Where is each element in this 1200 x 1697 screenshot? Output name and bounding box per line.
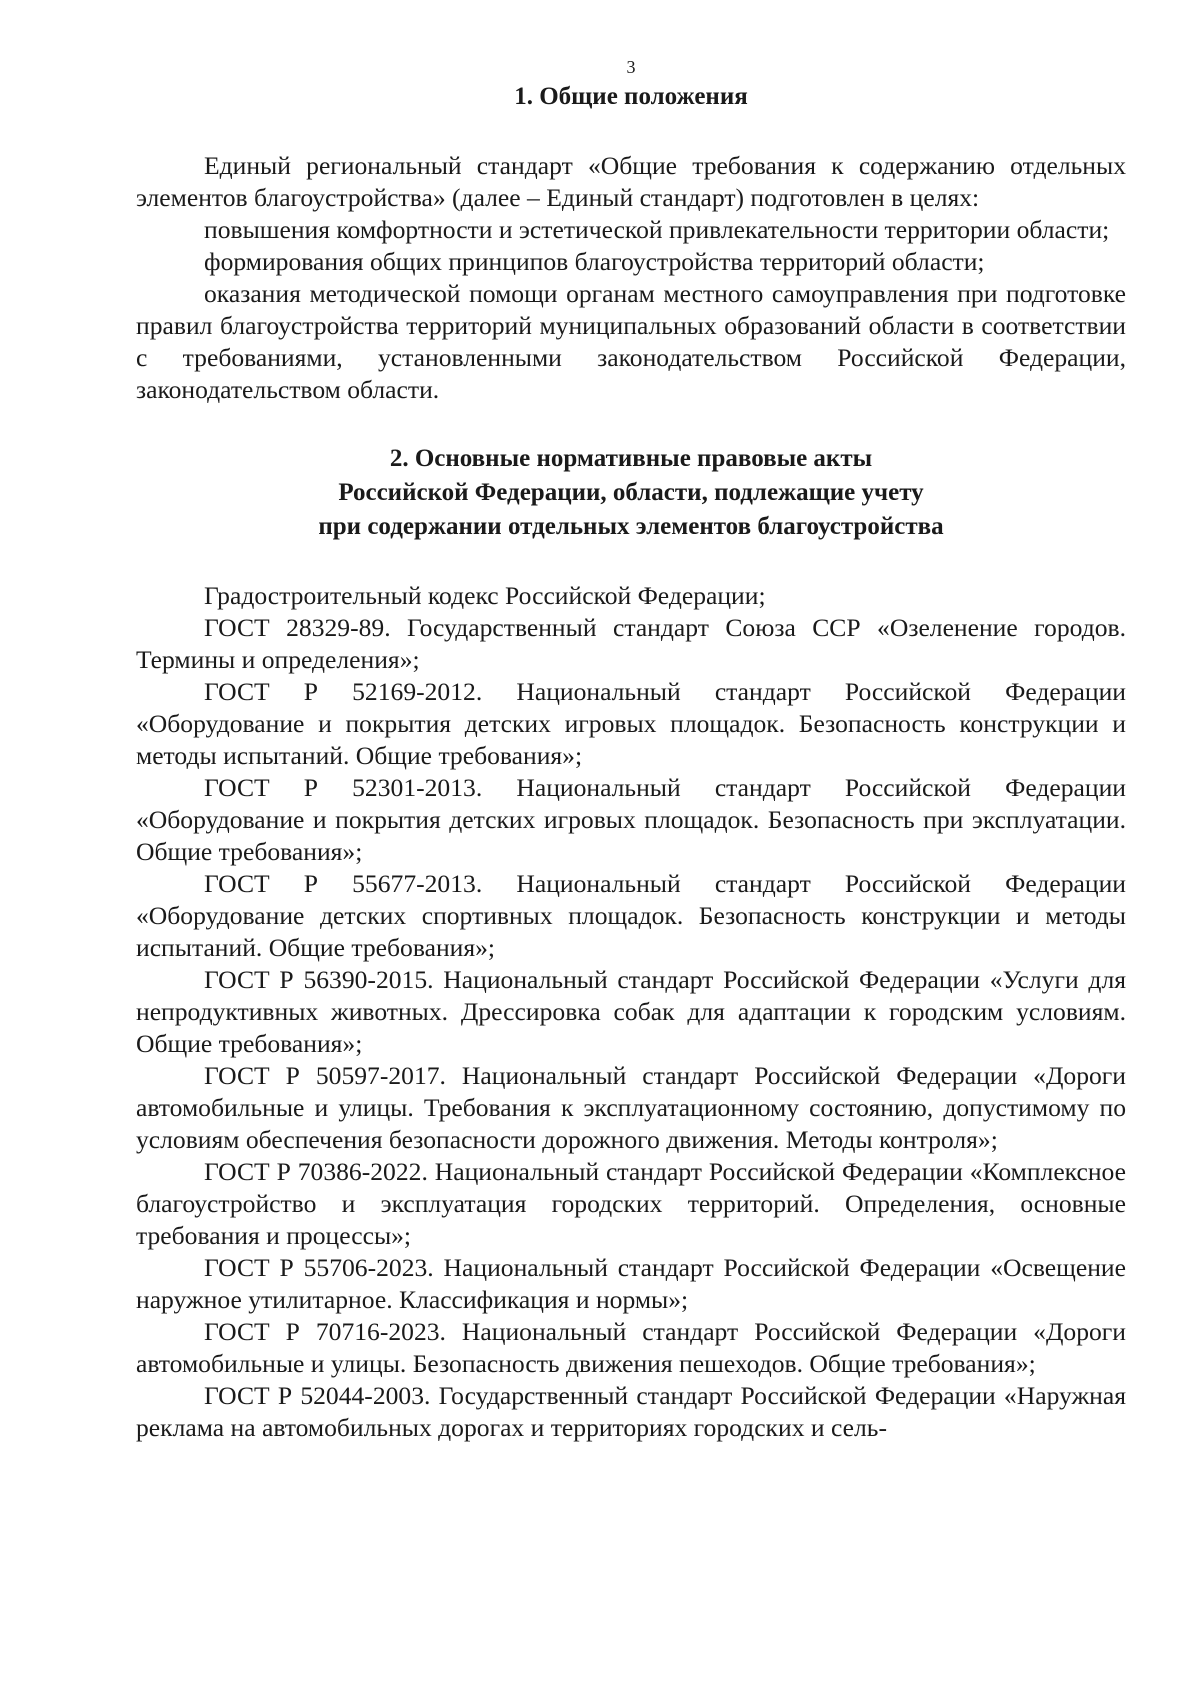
- list-item-gost-55706: ГОСТ Р 55706-2023. Национальный стандарт Российской Федерации «Освещение наружное утилитарное. Классификация и нормы»;: [136, 1253, 1126, 1314]
- section-2-title: [136, 442, 1126, 544]
- section-2-title-line-2: Российской Федерации, области, подлежащие учету: [338, 479, 924, 506]
- list-item-gost-70716: ГОСТ Р 70716-2023. Национальный стандарт Российской Федерации «Дороги автомобильные и улицы. Безопасность движения пешеходов. Общие требования»;: [136, 1317, 1126, 1378]
- list-item-gost-70386: ГОСТ Р 70386-2022. Национальный стандарт Российской Федерации «Комплексное благоустройство и эксплуатация городских территорий. Определения, основные требования и процессы»;: [136, 1157, 1126, 1250]
- page-number: 3: [626, 57, 636, 77]
- document-page: [136, 56, 1126, 1444]
- list-item-gost-52169: ГОСТ Р 52169-2012. Национальный стандарт Российской Федерации «Оборудование и покрытия детских игровых площадок. Безопасность конструкции и методы испытаний. Общие требования»;: [136, 677, 1126, 770]
- section-2-title-line-3: при содержании отдельных элементов благоустройства: [318, 513, 944, 540]
- list-item-urban-code: Градостроительный кодекс Российской Федерации;: [204, 581, 766, 610]
- section-1-body: [136, 150, 1126, 406]
- section-2-title-line-1: 2. Основные нормативные правовые акты: [389, 445, 873, 472]
- section-2-body: [136, 580, 1126, 1444]
- paragraph-intro: Единый региональный стандарт «Общие требования к содержанию отдельных элементов благоустройства» (далее – Единый стандарт) подготовлен в целях:: [136, 151, 1126, 212]
- list-item-gost-50597: ГОСТ Р 50597-2017. Национальный стандарт Российской Федерации «Дороги автомобильные и улицы. Требования к эксплуатационному состоянию, допустимому по условиям обеспечения безопасности дорожного движения. Методы контроля»;: [136, 1061, 1126, 1154]
- list-item-gost-56390: ГОСТ Р 56390-2015. Национальный стандарт Российской Федерации «Услуги для непродуктивных животных. Дрессировка собак для адаптации к городским условиям. Общие требования»;: [136, 965, 1126, 1058]
- paragraph-goal-assistance: оказания методической помощи органам местного самоуправления при подготовке правил благоустройства территорий муниципальных образований области в соответствии с требованиями, установленными законодательством Российской Федерации, законодательством области.: [136, 279, 1126, 404]
- list-item-gost-52044: ГОСТ Р 52044-2003. Государственный стандарт Российской Федерации «Наружная реклама на автомобильных дорогах и территориях городских и сель-: [136, 1381, 1126, 1442]
- section-1-title: 1. Общие положения: [514, 83, 748, 110]
- list-item-gost-52301: ГОСТ Р 52301-2013. Национальный стандарт Российской Федерации «Оборудование и покрытия детских игровых площадок. Безопасность при эксплуатации. Общие требования»;: [136, 773, 1126, 866]
- list-item-gost-28329: ГОСТ 28329-89. Государственный стандарт Союза ССР «Озеленение городов. Термины и определения»;: [136, 613, 1126, 674]
- list-item-gost-55677: ГОСТ Р 55677-2013. Национальный стандарт Российской Федерации «Оборудование детских спортивных площадок. Безопасность конструкции и методы испытаний. Общие требования»;: [136, 869, 1126, 962]
- paragraph-goal-comfort: повышения комфортности и эстетической привлекательности территории области;: [204, 215, 1110, 244]
- paragraph-goal-principles: формирования общих принципов благоустройства территорий области;: [204, 247, 985, 276]
